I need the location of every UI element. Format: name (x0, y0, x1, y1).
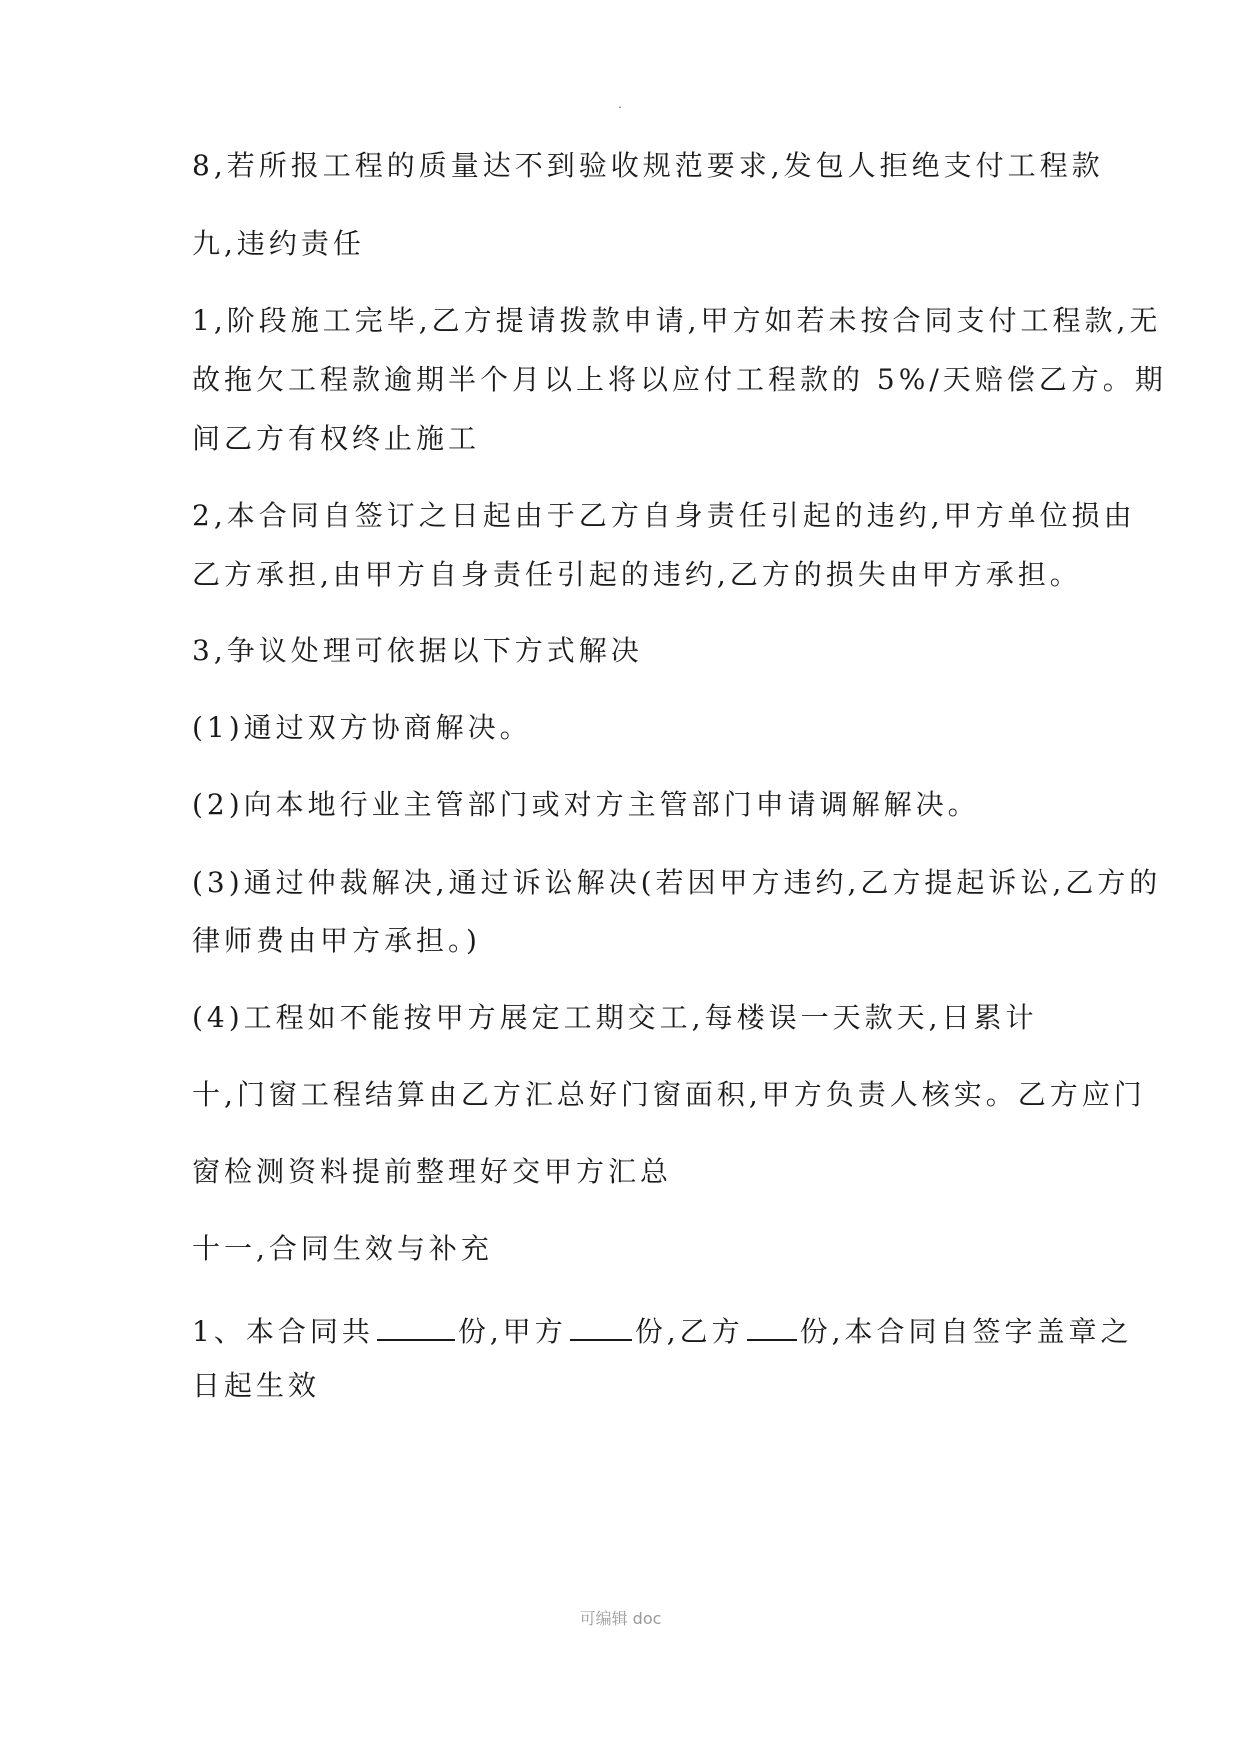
header-dot: . (618, 97, 622, 111)
paragraph-line: 乙方承担,由甲方自身责任引起的违约,乙方的损失由甲方承担。 (192, 558, 1082, 591)
paragraph-line: 窗检测资料提前整理好交甲方汇总 (192, 1155, 673, 1188)
paragraph-line: 1,阶段施工完毕,乙方提请拨款申请,甲方如若未按合同支付工程款,无 (192, 304, 1162, 337)
clause-with-blanks (192, 1313, 1133, 1346)
list-item: (4)工程如不能按甲方展定工期交工,每楼误一天款天,日累计 (192, 1001, 1038, 1034)
paragraph-line: 日起生效 (192, 1369, 321, 1402)
section-heading: 九,违约责任 (192, 227, 365, 260)
paragraph-line: 2,本合同自签订之日起由于乙方自身责任引起的违约,甲方单位损由 (192, 499, 1136, 532)
list-item: (1)通过双方协商解决。 (192, 711, 532, 744)
section-heading: 十一,合同生效与补充 (192, 1232, 493, 1265)
paragraph-line: 间乙方有权终止施工 (192, 422, 481, 455)
clause-text: 份,甲方 (457, 1315, 567, 1348)
paragraph-line: 8,若所报工程的质量达不到验收规范要求,发包人拒绝支付工程款 (192, 149, 1104, 182)
paragraph-line: 十,门窗工程结算由乙方汇总好门窗面积,甲方负责人核实。乙方应门 (192, 1078, 1146, 1111)
clause-text: 份,本合同自签字盖章之 (799, 1315, 1133, 1348)
copies-party-b-blank (747, 1313, 797, 1341)
copies-total-blank (377, 1313, 455, 1341)
list-item: 律师费由甲方承担。) (192, 924, 481, 957)
paragraph-line: 3,争议处理可依据以下方式解决 (192, 634, 643, 667)
paragraph-line: 故拖欠工程款逾期半个月以上将以应付工程款的 5%/天赔偿乙方。期 (192, 363, 1167, 396)
list-item: (3)通过仲裁解决,通过诉讼解决(若因甲方违约,乙方提起诉讼,乙方的 (192, 866, 1162, 899)
list-item: (2)向本地行业主管部门或对方主管部门申请调解解决。 (192, 788, 980, 821)
copies-party-a-blank (570, 1313, 632, 1341)
clause-text: 1、本合同共 (192, 1315, 374, 1348)
clause-text: 份,乙方 (634, 1315, 744, 1348)
footer-label: 可编辑 doc (579, 1609, 662, 1628)
